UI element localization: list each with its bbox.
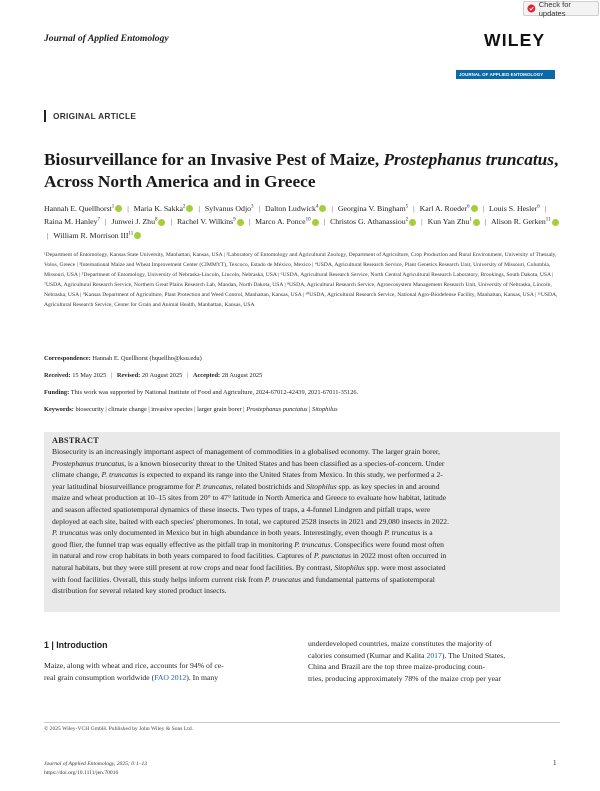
- author-affiliation-ref: 2: [182, 204, 186, 209]
- accepted-date: 28 August 2025: [221, 372, 263, 379]
- funding-value: This work was supported by National Institute of Food and Agriculture, 2024-67012-42439, 2021-67011-35126.: [70, 389, 359, 396]
- check-for-updates-label: Check for updates: [538, 0, 571, 18]
- orcid-icon[interactable]: [319, 205, 326, 212]
- author-separator: |: [104, 217, 107, 227]
- orcid-icon[interactable]: [409, 219, 416, 226]
- doi-link[interactable]: https://doi.org/10.1111/jen.70016: [44, 769, 119, 776]
- citation: Journal of Applied Entomology, 2025; 0:1–13: [44, 761, 148, 767]
- author-affiliation-ref: 4: [315, 204, 319, 209]
- author-name: Hannah E. Quellhorst: [44, 203, 112, 213]
- author-affiliation-ref: 9: [233, 217, 236, 223]
- author[interactable]: [134, 204, 194, 213]
- author-name: Alison R. Gerken: [490, 217, 546, 227]
- correspondence-value[interactable]: Hannah E. Quellhorst (hquellho@ksu.edu): [92, 355, 202, 362]
- author-affiliation-ref: 3: [251, 204, 254, 209]
- author[interactable]: [111, 217, 165, 226]
- author[interactable]: [255, 217, 318, 226]
- author-list: [44, 201, 559, 242]
- author[interactable]: [330, 217, 416, 226]
- author[interactable]: [491, 217, 559, 226]
- author-name: Junwei J. Zhu: [111, 217, 155, 227]
- orcid-icon[interactable]: [471, 205, 478, 212]
- author-separator: |: [331, 203, 333, 213]
- article-dates: Received: 15 May 2025 | Revised: 20 August 2025 | Accepted: 28 August 2025: [44, 372, 263, 379]
- author-separator: |: [258, 203, 261, 213]
- affiliations: ¹Department of Entomology, Kansas State University, Manhattan, Kansas, USA | ²Laboratory of Entomology and Agricultural Zoology, Department of Agriculture, Crop Production and Rural Environment, University of Thessaly, Volos, Greece | ³International Maize and Wheat Improvement Center (CIMMYT), Texcoco, Estado de México, Mexico | ⁴USDA, Agricultural Research Service, Plant Genetics Research Unit, University of Missouri, Columbia, Missouri, USA | ⁵Department of Entomology, University of Nebraska-Lincoln, Lincoln, Nebraska, USA | ⁶USDA, Agricultural Research Service, North Central Agricultural Research Laboratory, Brookings, South Dakota, USA | ⁷USDA, Agricultural Research Service, Northern Great Plains Research Lab, Mandan, North Dakota, USA | ⁸USDA, Agricultural Research Service, Agroecosystem Management Research Unit, University of Nebraska, Lincoln, Nebraska, USA | ⁹Kansas Department of Agriculture, Plant Protection and Weed Control, Manhattan, Kansas, USA | ¹⁰USDA, Agricultural Research Service, National Agro-Biodefense Facility, Manhattan, Kansas, USA | ¹¹USDA, Agricultural Research Service, Center for Grain and Animal Health, Manhattan, Kansas, USA: [44, 252, 558, 309]
- keywords: [44, 406, 338, 413]
- author-name: Rachel V. Wilkins: [176, 217, 234, 227]
- abstract-line: distribution for several related key stored product insects.: [52, 586, 227, 596]
- article-title: [44, 149, 564, 193]
- article-type: ORIGINAL ARTICLE: [53, 111, 137, 121]
- received-label: Received:: [44, 372, 71, 379]
- author-affiliation-ref: 2: [405, 217, 409, 223]
- author-separator: |: [323, 217, 326, 227]
- author-name: Maria K. Sakka: [133, 203, 183, 213]
- citation-footer: [44, 760, 147, 777]
- orcid-icon[interactable]: [473, 219, 480, 226]
- author-separator: |: [421, 217, 423, 227]
- author-affiliation-ref: 1: [111, 204, 115, 209]
- author[interactable]: [177, 217, 244, 226]
- abstract-line: climate change, P. truncatus is expected to expand its range into the United States from Mexico. In this study, we performed a 2-: [52, 470, 443, 480]
- copyright: © 2025 Wiley-VCH GmbH. Published by John Wiley & Sons Ltd.: [44, 726, 194, 732]
- author-separator: |: [544, 203, 547, 213]
- author-affiliation-ref: 7: [97, 217, 100, 223]
- author-name: Kun Yan Zhu: [427, 217, 470, 227]
- author-affiliation-ref: 5: [405, 204, 409, 209]
- journal-badge: JOURNAL OF APPLIED ENTOMOLOGY: [456, 70, 555, 79]
- author-name: Louis S. Hesler: [489, 203, 538, 213]
- author-name: Raina M. Hanley: [44, 217, 98, 227]
- author[interactable]: [44, 217, 100, 226]
- author-separator: |: [413, 203, 415, 213]
- intro-line: underdeveloped countries, maize constitutes the majority of: [308, 639, 492, 648]
- abstract-line: Prostephanus truncatus, is a known biosecurity threat to the United States and has been classified as a species-of-concern. Under: [52, 458, 445, 468]
- abstract-text: [52, 446, 552, 597]
- author-name: Sylvanus Odjo: [204, 203, 252, 213]
- author[interactable]: [338, 204, 408, 213]
- correspondence-label: Correspondence:: [44, 355, 91, 362]
- abstract-line: good flier, the funnel trap was equally effective as the pitfall trap in monitoring P. truncatus. Conspecifics were found most often: [52, 539, 444, 549]
- author-affiliation-ref: 8: [154, 217, 158, 223]
- author-affiliation-ref: 11: [128, 231, 134, 236]
- abstract-line: deployed at each site, baited with each species' pheromones. In total, we captured 2528 insects in 2021 and 29,080 insects in 2022.: [52, 516, 449, 526]
- author-separator: |: [198, 203, 200, 213]
- intro-line: Maize, along with wheat and rice, accounts for 94% of ce-: [44, 661, 224, 670]
- publisher-logo: WILEY: [484, 30, 546, 50]
- abstract-heading: ABSTRACT: [52, 436, 99, 445]
- title-part-1: Biosurveillance for an Invasive Pest of Maize,: [44, 150, 384, 169]
- intro-right-column: [308, 638, 560, 684]
- abstract-box: [44, 432, 560, 612]
- author-separator: |: [248, 217, 251, 227]
- orcid-icon[interactable]: [186, 205, 193, 212]
- abstract-line: natural habitats, but they were still present at row crops and near food facilities. By contrast, Sitophilus spp. were most associated: [52, 562, 446, 572]
- author-name: Georgina V. Bingham: [337, 203, 406, 213]
- author-affiliation-ref: 10: [305, 217, 311, 223]
- orcid-icon[interactable]: [237, 219, 244, 226]
- title-part-2: , Across North America and in Greece: [44, 150, 559, 191]
- abstract-line: in natural and row crop habitats in both years compared to food facilities. Captures of P. punctatus in 2022 most often occurred in: [52, 551, 447, 561]
- author[interactable]: [205, 204, 254, 213]
- keywords-label: Keywords:: [44, 406, 74, 413]
- abstract-line: maize and wheat production at 10–15 sites from 20° to 47° latitude in North America and Greece to evaluate how habitat, latitude: [52, 493, 447, 503]
- author-name: Marco A. Ponce: [255, 217, 306, 227]
- title-species: Prostephanus truncatus: [383, 150, 554, 169]
- author-name: Christos G. Athanassiou: [330, 217, 406, 227]
- abstract-line: and season affected spatiotemporal dynamics of these insects. Two types of traps, a 4-funnel Lindgren and pitfall traps, were: [52, 504, 431, 514]
- orcid-icon[interactable]: [158, 219, 165, 226]
- crossmark-icon: [527, 4, 536, 13]
- author-separator: |: [482, 203, 485, 213]
- author-name: Karl A. Roeder: [419, 203, 468, 213]
- intro-line: calories consumed (Kumar and Kalita 2017). The United States,: [308, 650, 506, 660]
- funding: [44, 389, 358, 396]
- author-affiliation-ref: 6: [467, 204, 470, 209]
- author-affiliation-ref: 6: [537, 204, 540, 209]
- intro-left-column: [44, 660, 294, 683]
- author[interactable]: [44, 204, 122, 213]
- orcid-icon[interactable]: [312, 219, 319, 226]
- author-separator: |: [170, 217, 172, 227]
- article-type-bar: [44, 110, 46, 122]
- author-separator: |: [127, 203, 129, 213]
- orcid-icon[interactable]: [134, 232, 141, 239]
- abstract-line: P. truncatus was only documented in Mexico but in high abundance in both years. Interestingly, even though P. truncatus is a: [52, 528, 433, 538]
- abstract-line: year latitudinal biosurveillance programme for P. truncatus, related bostrichids and Sitophilus spp. as key species in and around: [52, 481, 440, 491]
- funding-label: Funding:: [44, 389, 70, 396]
- intro-line: tries, producing approximately 78% of the maize crop per year: [308, 673, 501, 683]
- journal-name: Journal of Applied Entomology: [44, 33, 169, 44]
- intro-line: real grain consumption worldwide (FAO 2012). In many: [44, 672, 219, 682]
- intro-line: China and Brazil are the top three maize-producing coun-: [308, 662, 486, 672]
- author-name: Dalton Ludwick: [264, 203, 316, 213]
- abstract-line: with food facilities. Overall, this study helps inform current risk from P. truncatus and fundamental patterns of spatiotemporal: [52, 574, 435, 584]
- author-separator: |: [47, 230, 49, 240]
- orcid-icon[interactable]: [552, 219, 559, 226]
- check-for-updates-button[interactable]: [523, 1, 599, 16]
- page-number: 1: [553, 759, 557, 767]
- author[interactable]: [265, 204, 326, 213]
- author[interactable]: [53, 231, 141, 240]
- author-separator: |: [484, 217, 487, 227]
- author[interactable]: [489, 204, 540, 213]
- revised-label: Revised:: [116, 372, 141, 379]
- section-heading-introduction: 1 | Introduction: [44, 640, 108, 650]
- correspondence: [44, 355, 202, 362]
- revised-date: 20 August 2025: [141, 372, 183, 379]
- author-name: William R. Morrison III: [53, 230, 129, 240]
- author-affiliation-ref: 11: [545, 217, 551, 223]
- received-date: 15 May 2025: [72, 372, 107, 379]
- keywords-value: biosecurity | climate change | invasive species | larger grain borer | Prostephanus punctatus | Sitophilus: [75, 406, 338, 413]
- author-affiliation-ref: 1: [469, 217, 472, 223]
- footer-divider: [44, 722, 560, 723]
- author[interactable]: [420, 204, 478, 213]
- orcid-icon[interactable]: [115, 205, 122, 212]
- accepted-label: Accepted:: [192, 372, 221, 379]
- abstract-line: Biosecurity is an increasingly important aspect of management of commodities in a globalised economy. The larger grain borer,: [52, 447, 440, 456]
- author[interactable]: [428, 217, 480, 226]
